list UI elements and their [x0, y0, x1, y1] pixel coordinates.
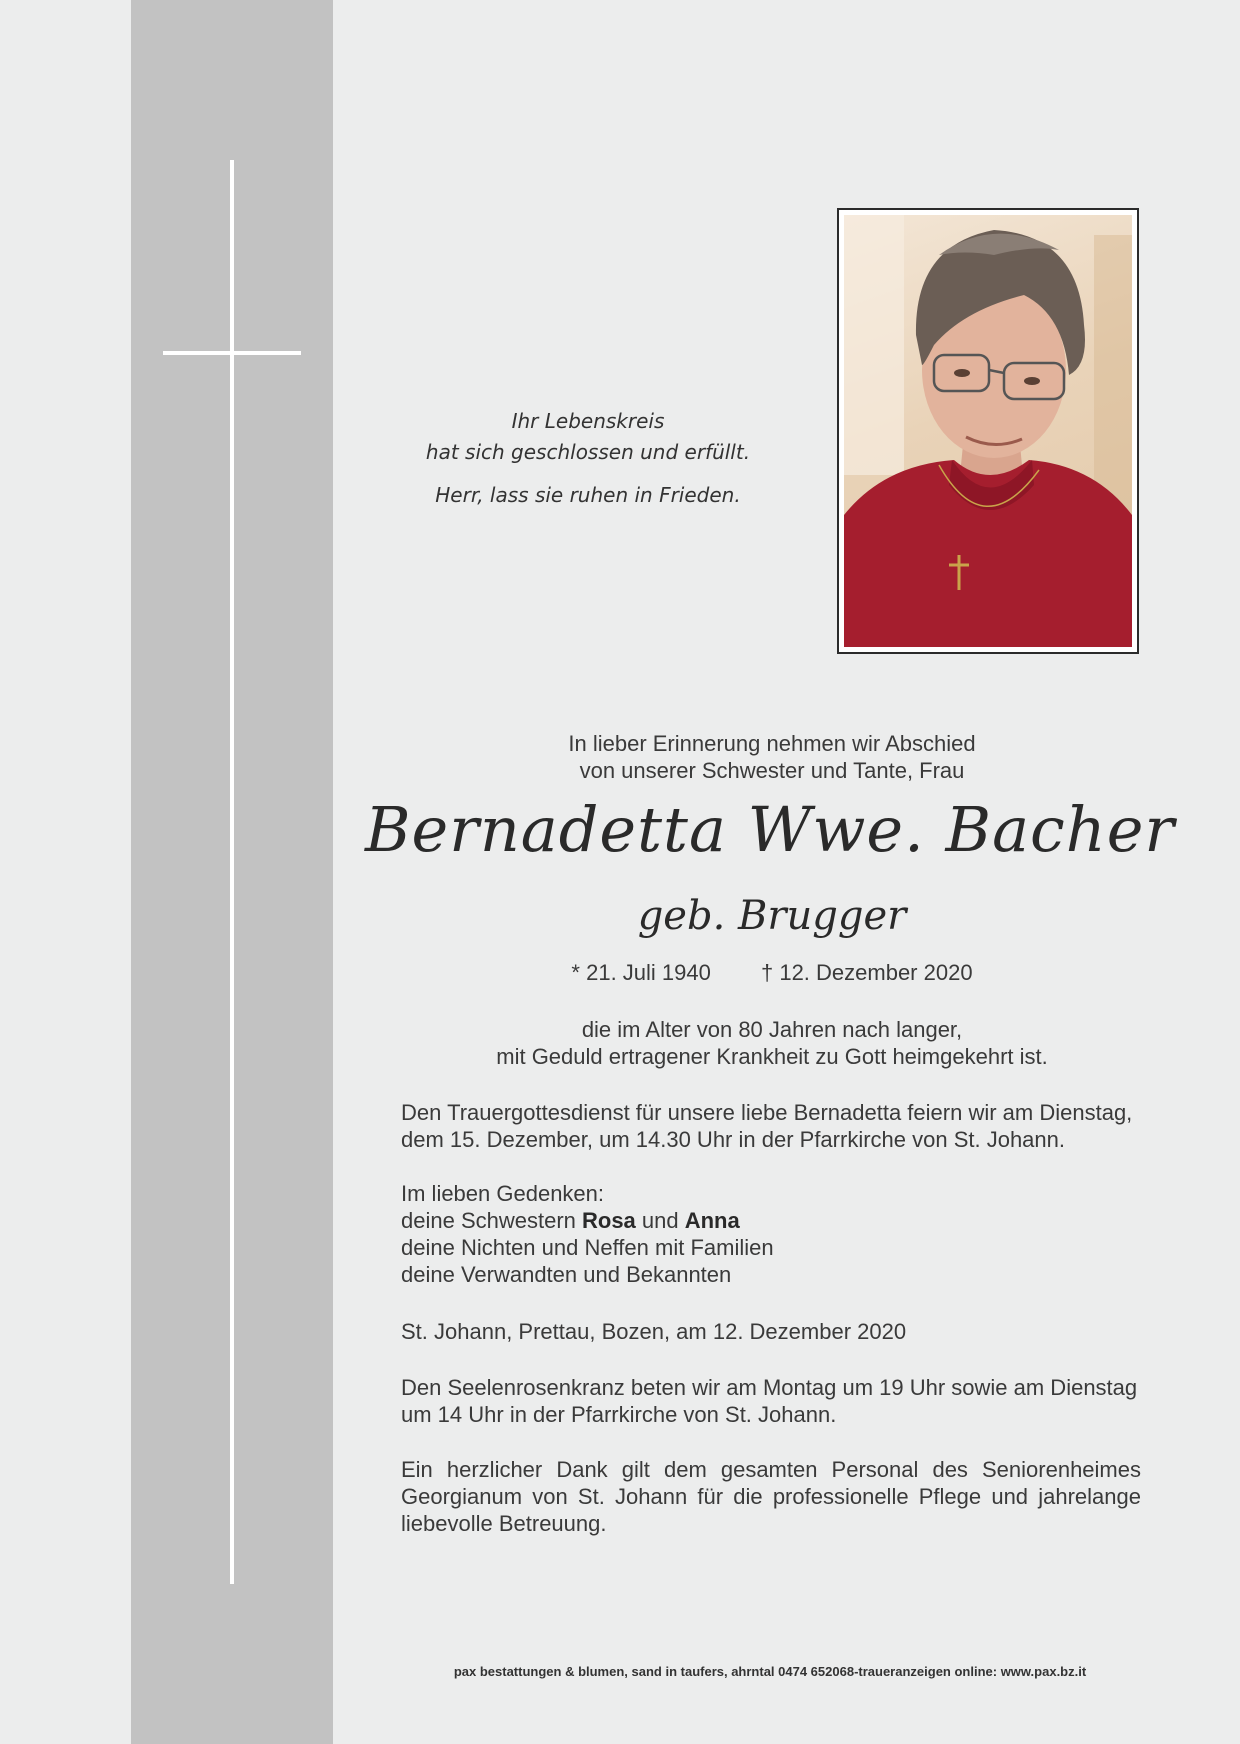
rosary-paragraph: Den Seelenrosenkranz beten wir am Montag um 19 Uhr sowie am Dienstag um 14 Uhr in der Pfarrkirche von St. Johann. — [401, 1375, 1138, 1427]
sisters-prefix: deine Schwestern — [401, 1208, 582, 1233]
mourners-heading: Im lieben Gedenken: — [401, 1181, 605, 1206]
portrait-frame — [837, 208, 1139, 654]
mourners-sisters — [401, 1207, 1141, 1234]
mourners-block — [401, 1180, 1141, 1288]
intro-line-2: von unserer Schwester und Tante, Frau — [579, 758, 965, 783]
intro-line-1: In lieber Erinnerung nehmen wir Abschied — [568, 731, 976, 756]
sisters-and: und — [635, 1208, 685, 1233]
service-paragraph: Den Trauergottesdienst für unsere liebe Bernadetta feiern wir am Dienstag, dem 15. Dezember, um 14.30 Uhr in der Pfarrkirche von St. Johann. — [401, 1100, 1133, 1152]
age-line-1: die im Alter von 80 Jahren nach langer, — [581, 1017, 963, 1042]
maiden-name: geb. Brugger — [637, 893, 907, 939]
intro-text — [402, 730, 1142, 784]
age-text — [402, 1016, 1142, 1070]
birth-date: * 21. Juli 1940 — [571, 960, 711, 985]
deceased-name: Bernadetta Wwe. Bacher — [364, 793, 1176, 866]
motto-line-3: Herr, lass sie ruhen in Frieden. — [435, 483, 741, 507]
motto-line-1: Ihr Lebenskreis — [511, 409, 665, 433]
motto — [378, 406, 798, 511]
mourners-relatives: deine Verwandten und Bekannten — [401, 1262, 732, 1287]
portrait-photo — [844, 215, 1132, 647]
sister-rosa: Rosa — [582, 1208, 636, 1233]
place-date: St. Johann, Prettau, Bozen, am 12. Dezember 2020 — [401, 1319, 907, 1344]
death-date: † 12. Dezember 2020 — [760, 960, 973, 985]
cross-horizontal-bar — [163, 351, 301, 355]
cross-vertical-bar — [230, 160, 234, 1584]
age-line-2: mit Geduld ertragener Krankheit zu Gott heimgekehrt ist. — [496, 1044, 1048, 1069]
sister-anna: Anna — [684, 1208, 740, 1233]
motto-line-2: hat sich geschlossen und erfüllt. — [425, 440, 751, 464]
footer-imprint: pax bestattungen & blumen, sand in taufers, ahrntal 0474 652068-traueranzeigen online: www.pax.bz.it — [453, 1664, 1087, 1679]
mourners-nieces-nephews: deine Nichten und Neffen mit Familien — [401, 1235, 774, 1260]
thanks-paragraph: Ein herzlicher Dank gilt dem gesamten Personal des Seniorenheimes Georgianum von St. Johann für die professionelle Pflege und jahrelange liebevolle Betreuung. — [401, 1457, 1141, 1536]
life-dates — [402, 958, 1142, 988]
